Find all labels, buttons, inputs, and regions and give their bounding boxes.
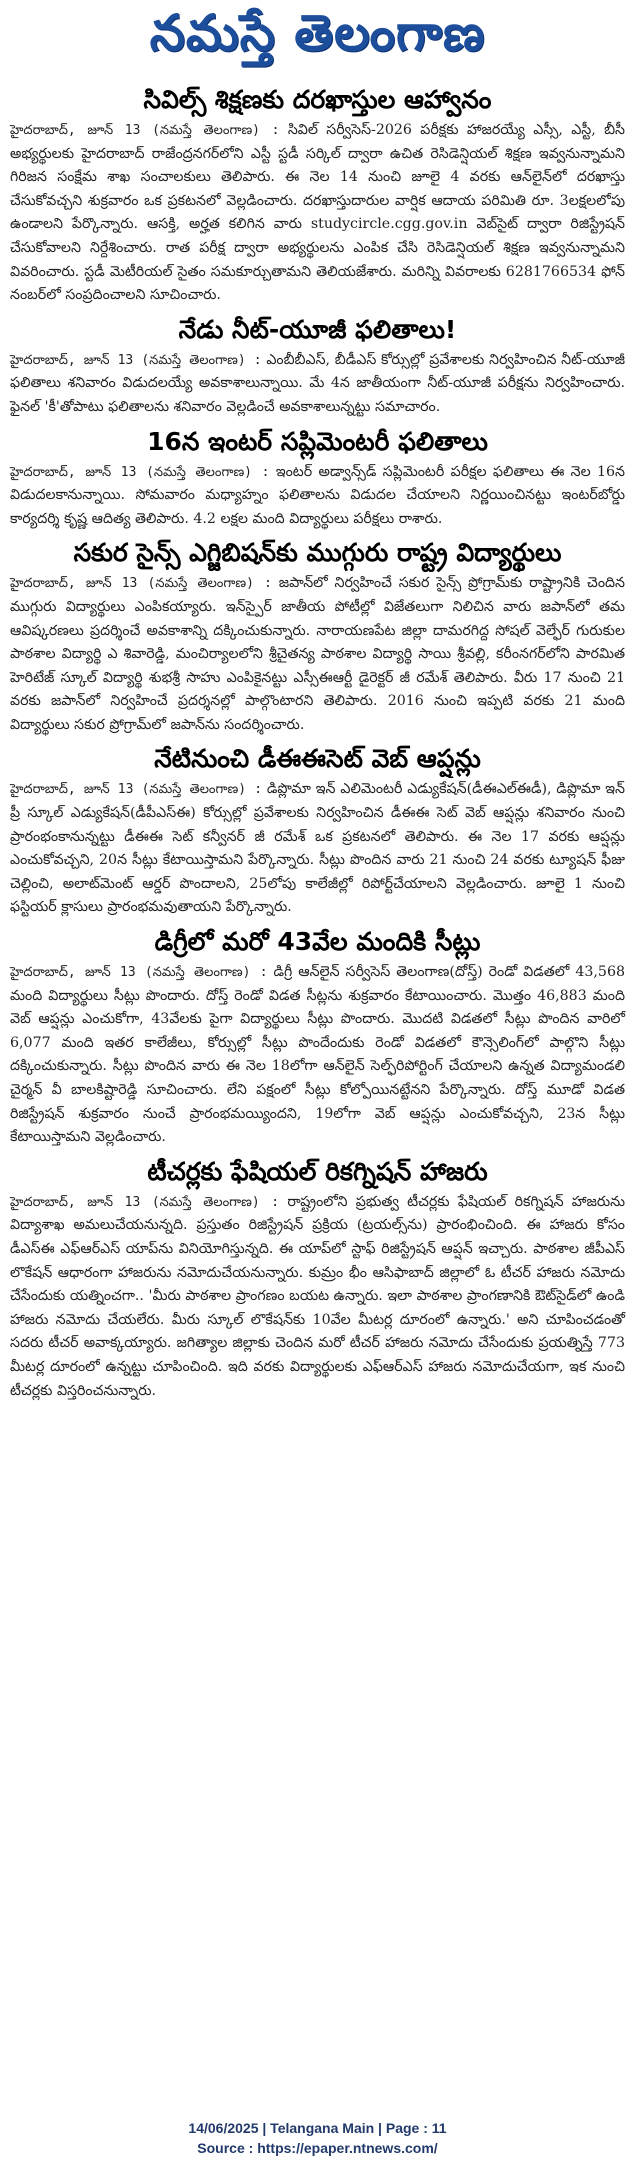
article-headline: టీచర్లకు ఫేషియల్ రికగ్నిషన్ హాజరు [147, 1156, 488, 1186]
article-dateline: హైదరాబాద్, జూన్ 13 (నమస్తే తెలంగాణ) : [10, 576, 272, 592]
article-headline: డిగ్రీలో మరో 43వేల మందికి సీట్లు [154, 927, 481, 957]
article-headline: 16న ఇంటర్ సప్లిమెంటరీ ఫలితాలు [147, 426, 488, 456]
article-inter-supplementary [0, 420, 635, 532]
article-body [10, 1191, 625, 1403]
article-sakura-science [0, 531, 635, 737]
page-footer [0, 2118, 635, 2158]
article-deecet-options [0, 737, 635, 920]
article-dateline: హైదరాబాద్, జూన్ 13 (నమస్తే తెలంగాణ) : [10, 123, 280, 138]
article-headline: నేటినుంచి డీఈఈసెట్ వెబ్ ఆప్షన్లు [154, 744, 481, 774]
article-text: ఎంబీబీఎస్, బీడీఎస్ కోర్సుల్లో ప్రవేశాలకు నిర్వహించిన నీట్-యూజీ ఫలితాలు శనివారం విడుదలయ్యే అవకాశాలున్నాయి. మే 4న జాతీయంగా నీట్-యూజీ పరీక్షను నిర్వహించారు. ఫైనల్ 'కీ'తోపాటు ఫలితాలను శనివారం వెల్లడించే అవకాశాలున్నట్టు సమాచారం. [10, 351, 625, 415]
article-body [10, 119, 625, 308]
source-link[interactable]: Source : https://epaper.ntnews.com/ [197, 2140, 438, 2156]
article-text: సివిల్ సర్వీసెస్-2026 పరీక్షకు హాజరయ్యే ఎస్సీ, ఎస్టీ, బీసీ అభ్యర్థులకు హైదరాబాద్ రాజేంద్రనగర్‌లోని ఎస్టీ స్టడీ సర్కిల్ ద్వారా ఉచిత రెసిడెన్షియల్ శిక్షణ ఇవ్వనున్నామని గిరిజన సంక్షేమ శాఖ సంచాలకులు తెలిపారు. ఈ నెల 14 నుంచి జూలై 4 వరకు ఆన్‌లైన్‌లో దరఖాస్తు చేసుకోవచ్చని శుక్రవారం ఒక ప్రకటనలో వెల్లడించారు. దరఖాస్తుదారుల వార్షిక ఆదాయ పరిమితి రూ. 3లక్షలలోపు ఉండాలని పేర్కొన్నారు. ఆసక్తి, అర్హత కలిగిన వారు studycircle.cgg.gov.in వెబ్‌సైట్ ద్వారా రిజిస్ట్రేషన్ చేసుకోవాలని నిర్దేశించారు. రాత పరీక్ష ద్వారా అభ్యర్థులను ఎంపిక చేసి రెసిడెన్షియల్ శిక్షణ ఇవ్వనున్నామని వివరించారు. స్టడీ మెటీరియల్‌ సైతం సమకూర్చుతామని తెలియజేశారు. మరిన్ని వివరాలకు 6281766534 ఫోన్ నంబర్‌లో సంప్రదించాలని సూచించారు. [10, 122, 626, 304]
article-text: రాష్ట్రంలోని ప్రభుత్వ టీచర్లకు ఫేషియల్ రికగ్నిషన్ హాజరును విద్యాశాఖ అమలుచేయనున్నది. ప్రస్తుతం రిజిస్ట్రేషన్ ప్రక్రియ (ట్రయల్స్‌ను) ప్రారంభించింది. ఈ హాజరు కోసం డీఎస్ఈ ఎఫ్ఆర్ఎస్ యాప్‌ను వినియోగిస్తున్నది. ఈ యాప్‌లో స్టాఫ్ రిజిస్ట్రేషన్ ఆప్షన్ ఇచ్చారు. పాఠశాల జీపీఎస్ లొకేషన్ ఆధారంగా హాజరును నమోదుచేయనున్నారు. కుమ్రం భీం ఆసిఫాబాద్ జిల్లాలో ఓ టీచర్ హాజరు నమోదు చేసేందుకు యత్నించగా.. 'మీరు పాఠశాల ప్రాంగణం బయట ఉన్నారు. ఇలా పాఠశాల ప్రాంగణానికి ఔట్‌సైడ్‌లో ఉండి హాజరు నమోదు చేయలేరు. మీరు స్కూల్ లొకేషన్‌కు 10వేల మీటర్ల దూరంలో ఉన్నారు.' అని చూపించడంతో సదరు టీచర్ అవాక్కయ్యారు. జగిత్యాల జిల్లాకు చెందిన మరో టీచర్ హాజరు నమోదు చేసేందుకు ప్రయత్నిస్తే 773 మీటర్ల దూరంలో ఉన్నట్టు చూపించింది. ఇది వరకు విద్యార్థులకు ఎఫ్ఆర్ఎస్ హాజరు నమోదుచేయగా, ఇక నుంచి టీచర్లకు విస్తరించనున్నారు. [10, 1193, 626, 1399]
article-dateline: హైదరాబాద్, జూన్ 13 (నమస్తే తెలంగాణ) : [10, 782, 263, 798]
newspaper-masthead: నమస్తే తెలంగాణ [149, 3, 486, 62]
article-dateline: హైదరాబాద్, జూన్ 13 (నమస్తే తెలంగాణ) : [10, 1194, 280, 1210]
article-text: డిప్లొమా ఇన్ ఎలిమెంటరీ ఎడ్యుకేషన్(డీఈఎల్ఈడీ), డిప్లొమా ఇన్ ప్రీ స్కూల్ ఎడ్యుకేషన్(డీపీఎస్ఈ) కోర్సుల్లో ప్రవేశాలకు నిర్వహించిన డీఈఈ సెట్ వెబ్ ఆప్షన్లు శనివారం నుంచి ప్రారంభంకానున్నట్టు డీఈఈ సెట్ కన్వీనర్ జీ రమేశ్ ఒక ప్రకటనలో తెలిపారు. ఈ నెల 17 వరకు ఆప్షన్లు ఎంచుకోవచ్చని, 20న సీట్లు కేటాయిస్తామని పేర్కొన్నారు. సీట్లు పొందిన వారు 21 నుంచి 24 వరకు ట్యూషన్ ఫీజు చెల్లించి, అలాట్‌మెంట్ ఆర్డర్ పొందాలని, 25లోపు కాలేజీల్లో రిపోర్ట్‌చేయాలని వెల్లడించారు. జూలై 1 నుంచి ఫస్టియర్ క్లాసులు ప్రారంభమవుతాయని పేర్కొన్నారు. [10, 781, 625, 916]
article-headline: సకుర సైన్స్ ఎగ్జిబిషన్‌కు ముగ్గురు రాష్ట్ర విద్యార్థులు [73, 538, 562, 568]
article-dateline: హైదరాబాద్, జూన్ 13 (నమస్తే తెలంగాణ) : [10, 965, 268, 981]
article-dateline: హైదరాబాద్, జూన్ 13 (నమస్తే తెలంగాణ) : [10, 464, 270, 480]
article-body [10, 961, 625, 1150]
article-body [10, 778, 625, 920]
article-headline: సివిల్స్ శిక్షణకు దరఖాస్తుల ఆహ్వానం [143, 85, 492, 114]
article-text: ఇంటర్ అడ్వాన్స్‌డ్ సప్లిమెంటరీ పరీక్షల ఫలితాలు ఈ నెల 16న విడుదలకానున్నాయి. సోమవారం మధ్యాహ్నం ఫలితాలను విడుదల చేయాలని నిర్ణయించినట్టు ఇంటర్‌బోర్డు కార్యదర్శి కృష్ణ ఆదిత్య తెలిపారు. 4.2 లక్షల మంది విద్యార్థులు పరీక్షలు రాశారు. [10, 463, 625, 527]
article-text: డిగ్రీ ఆన్‌లైన్ సర్వీసెస్ తెలంగాణ(దోస్త్) రెండో విడతలో 43,568 మంది విద్యార్థులు సీట్లు పొందారు. దోస్త్ రెండో విడత సీట్లను శుక్రవారం కేటాయించారు. మొత్తం 46,883 మంది వెబ్ ఆప్షన్లు ఎంచుకోగా, 43వేలకు పైగా విద్యార్థులు సీట్లు పొందారు. మొదటి విడతలో సీట్లు పొందిన వారిలో 6,077 మంది ఇతర కాలేజీలు, కోర్సుల్లో సీట్లు పొందేందుకు రెండో విడతలో కౌన్సెలింగ్‌లో పాల్గొని సీట్లు దక్కించుకున్నారు. సీట్లు పొందిన వారు ఈ నెల 18లోగా ఆన్‌లైన్ సెల్ఫ్‌రిపోర్టింగ్ చేయాలని ఉన్నత విద్యామండలి చైర్మన్ వీ బాలకిష్టారెడ్డి సూచించారు. లేని పక్షంలో సీట్లు కోల్పోయినట్టేనని పేర్కొన్నారు. దోస్త్ మూడో విడత రిజిస్ట్రేషన్ శుక్రవారం నుంచే ప్రారంభమయ్యిందని, 19లోగా వెబ్ ఆప్షన్లు ఎంచుకోవచ్చని, 23న సీట్లు కేటాయిస్తామని వెల్లడించారు. [10, 964, 625, 1146]
article-body [10, 349, 625, 420]
issue-info: 14/06/2025 | Telangana Main | Page : 11 [188, 2120, 447, 2136]
article-body [10, 461, 625, 532]
article-teacher-facial-attendance [0, 1150, 635, 1403]
article-dateline: హైదరాబాద్, జూన్ 13 (నమస్తే తెలంగాణ) : [10, 352, 262, 368]
article-civils-coaching [0, 78, 635, 308]
article-neet-results [0, 308, 635, 420]
article-text: జపాన్‌లో నిర్వహించే సకుర సైన్స్ ప్రోగ్రామ్‌కు రాష్ట్రానికి చెందిన ముగ్గురు విద్యార్థులు ఎంపికయ్యారు. ఇన్‌స్పైర్ జాతీయ పోటీల్లో విజేతలుగా నిలిచిన వారు జపాన్‌లో తమ ఆవిష్కరణలు ప్రదర్శించే అవకాశాన్ని దక్కించుకున్నారు. నారాయణపేట జిల్లా దామరగిద్ద సోషల్ వెల్ఫేర్ గురుకుల పాఠశాల విద్యార్థి ఎ శివారెడ్డి, మంచిర్యాలలోని శ్రీచైతన్య పాఠశాల విద్యార్థి సాయి శ్రీవల్లి, కరీంనగర్‌లోని పారమిత హెరిటేజ్ స్కూల్ విద్యార్థి శుభశ్రీ సాహు ఎంపికైనట్టు ఎస్సీఈఆర్టీ డైరెక్టర్ జీ రమేశ్ తెలిపారు. వీరు 17 నుంచి 21 వరకు జపాన్‌లో నిర్వహించే ప్రదర్శనల్లో పాల్గొంటారని తెలిపారు. 2016 నుంచి ఇప్పటి వరకు 21 మంది విద్యార్థులు సకుర ప్రోగ్రామ్‌లో జపాన్‌ను సందర్శించారు. [10, 575, 625, 733]
article-degree-seats [0, 920, 635, 1150]
article-headline: నేడు నీట్-యూజీ ఫలితాలు! [178, 314, 457, 344]
article-body [10, 572, 625, 737]
